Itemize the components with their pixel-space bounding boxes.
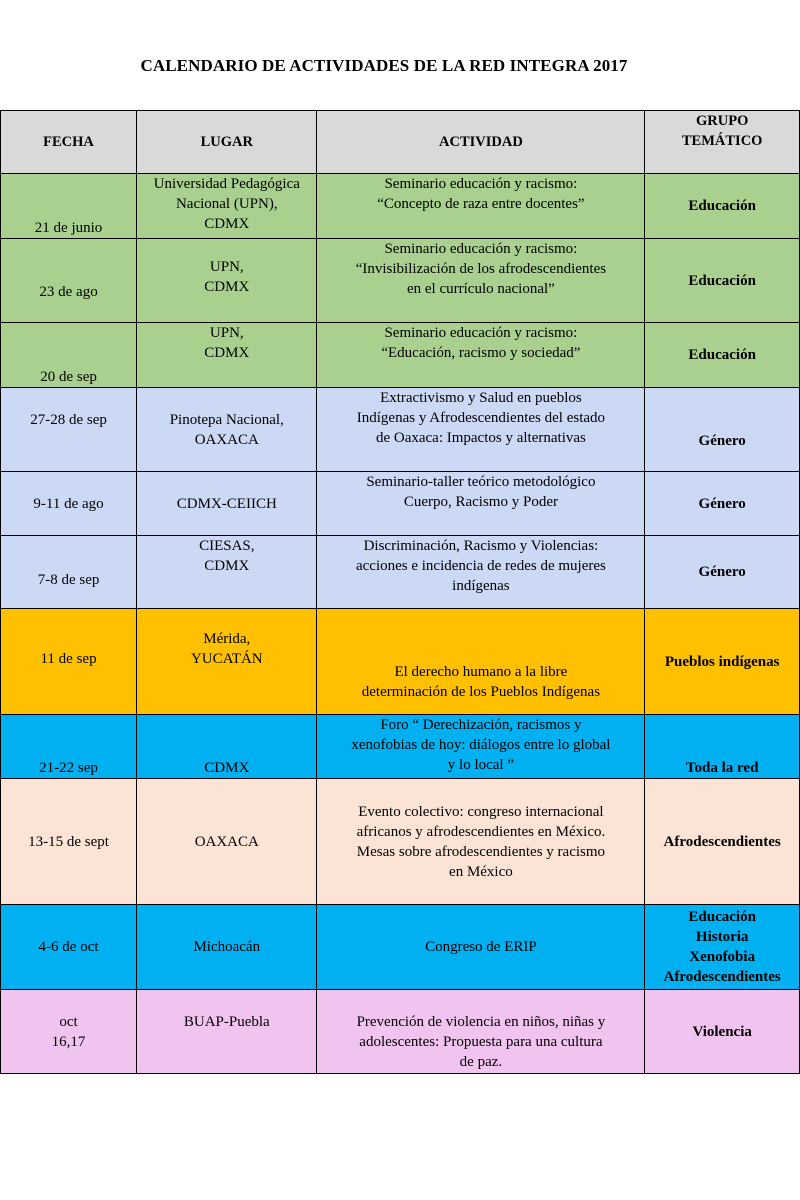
cell-grupo: Educación (645, 174, 800, 239)
cell-fecha: 21 de junio (1, 174, 137, 239)
activities-table-wrapper (0, 110, 781, 1076)
cell-fecha: 20 de sep (1, 323, 137, 388)
cell-lugar: Michoacán (137, 905, 317, 990)
header-row (1, 111, 800, 174)
cell-actividad: Congreso de ERIP (317, 905, 645, 990)
cell-fecha: 27-28 de sep (1, 388, 137, 472)
cell-fecha: 13-15 de sept (1, 779, 137, 905)
cell-actividad: Prevención de violencia en niños, niñas y adolescentes: Propuesta para una cultura de paz. (317, 990, 645, 1074)
table-row (1, 990, 800, 1074)
table-row (1, 905, 800, 990)
table-row (1, 239, 800, 323)
cell-lugar: Pinotepa Nacional, OAXACA (137, 388, 317, 472)
cell-actividad: Evento colectivo: congreso internacional africanos y afrodescendientes en México. Mesas sobre afrodescendientes y racismo en México (317, 779, 645, 905)
table-row (1, 472, 800, 536)
cell-fecha: 11 de sep (1, 609, 137, 715)
table-row (1, 536, 800, 609)
cell-grupo: Afrodescendientes (645, 779, 800, 905)
header-fecha: FECHA (1, 111, 137, 174)
cell-fecha: 21-22 sep (1, 715, 137, 779)
cell-actividad: Seminario educación y racismo: “Concepto de raza entre docentes” (317, 174, 645, 239)
page-title: CALENDARIO DE ACTIVIDADES DE LA RED INTEGRA 2017 (140, 56, 628, 75)
cell-lugar: BUAP-Puebla (137, 990, 317, 1074)
activities-table (0, 110, 800, 1074)
cell-grupo: Educación (645, 323, 800, 388)
cell-grupo: Género (645, 536, 800, 609)
cell-grupo: Violencia (645, 990, 800, 1074)
cell-grupo: Educación Historia Xenofobia Afrodescendientes (645, 905, 800, 990)
table-row (1, 323, 800, 388)
cell-grupo: Pueblos indígenas (645, 609, 800, 715)
cell-lugar: Mérida, YUCATÁN (137, 609, 317, 715)
header-lugar: LUGAR (137, 111, 317, 174)
cell-lugar: UPN, CDMX (137, 239, 317, 323)
table-row (1, 715, 800, 779)
cell-actividad: Foro “ Derechización, racismos y xenofobias de hoy: diálogos entre lo global y lo local ” (317, 715, 645, 779)
table-row (1, 388, 800, 472)
header-grupo: GRUPO TEMÁTICO (645, 111, 800, 174)
cell-actividad: El derecho humano a la libre determinación de los Pueblos Indígenas (317, 609, 645, 715)
cell-fecha: oct 16,17 (1, 990, 137, 1074)
cell-fecha: 7-8 de sep (1, 536, 137, 609)
cell-lugar: OAXACA (137, 779, 317, 905)
cell-actividad: Discriminación, Racismo y Violencias: acciones e incidencia de redes de mujeres indígenas (317, 536, 645, 609)
cell-actividad: Extractivismo y Salud en pueblos Indígenas y Afrodescendientes del estado de Oaxaca: Impactos y alternativas (317, 388, 645, 472)
cell-actividad: Seminario-taller teórico metodológico Cuerpo, Racismo y Poder (317, 472, 645, 536)
cell-lugar: Universidad Pedagógica Nacional (UPN), CDMX (137, 174, 317, 239)
cell-actividad: Seminario educación y racismo: “Educación, racismo y sociedad” (317, 323, 645, 388)
cell-grupo: Género (645, 472, 800, 536)
header-actividad: ACTIVIDAD (317, 111, 645, 174)
cell-lugar: CIESAS, CDMX (137, 536, 317, 609)
cell-grupo: Educación (645, 239, 800, 323)
table-row (1, 174, 800, 239)
table-row (1, 779, 800, 905)
cell-lugar: CDMX-CEIICH (137, 472, 317, 536)
cell-fecha: 4-6 de oct (1, 905, 137, 990)
cell-lugar: CDMX (137, 715, 317, 779)
cell-grupo: Género (645, 388, 800, 472)
cell-actividad: Seminario educación y racismo: “Invisibilización de los afrodescendientes en el currículo nacional” (317, 239, 645, 323)
cell-grupo: Toda la red (645, 715, 800, 779)
cell-fecha: 23 de ago (1, 239, 137, 323)
cell-fecha: 9-11 de ago (1, 472, 137, 536)
table-row (1, 609, 800, 715)
cell-lugar: UPN, CDMX (137, 323, 317, 388)
